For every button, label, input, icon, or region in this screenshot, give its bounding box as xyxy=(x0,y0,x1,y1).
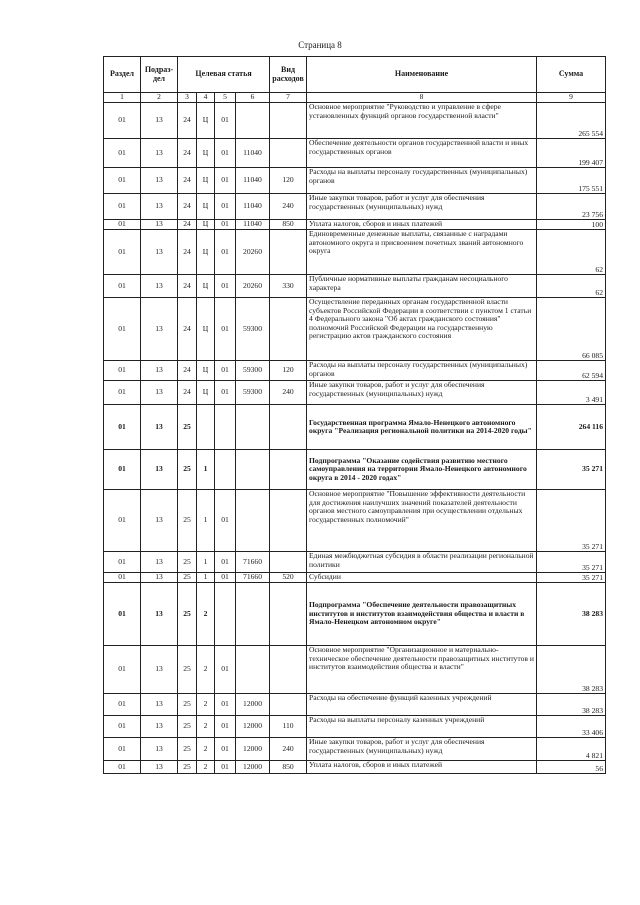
cell-subprogram: 1 xyxy=(197,552,215,573)
cell-event: 01 xyxy=(215,716,236,738)
cell-program: 24 xyxy=(178,298,197,361)
table-body xyxy=(104,103,606,774)
cell-program: 25 xyxy=(178,716,197,738)
cell-vid xyxy=(270,694,307,716)
cell-direction xyxy=(236,490,270,552)
cell-event: 01 xyxy=(215,646,236,694)
cell-subprogram: 2 xyxy=(197,761,215,774)
cell-podrazdel: 13 xyxy=(141,646,178,694)
cell-vid xyxy=(270,298,307,361)
cell-direction: 20260 xyxy=(236,230,270,275)
cell-name: Единовременные денежные выплаты, связанные с наградами автономного округа и присвоением почетных званий автономного округа xyxy=(307,230,537,275)
cell-direction xyxy=(236,103,270,139)
cell-podrazdel: 13 xyxy=(141,220,178,230)
cell-program: 24 xyxy=(178,103,197,139)
cell-podrazdel: 13 xyxy=(141,450,178,490)
cell-event: 01 xyxy=(215,573,236,583)
cell-vid: 120 xyxy=(270,168,307,194)
cell-direction: 71660 xyxy=(236,552,270,573)
cell-subprogram xyxy=(197,405,215,450)
cell-razdel: 01 xyxy=(104,194,141,220)
header-razdel: Раздел xyxy=(104,57,141,93)
cell-name: Иные закупки товаров, работ и услуг для обеспечения государственных (муниципальных) нужд xyxy=(307,381,537,405)
cell-razdel: 01 xyxy=(104,275,141,298)
cell-program: 25 xyxy=(178,646,197,694)
cell-podrazdel: 13 xyxy=(141,139,178,168)
cell-sum: 4 821 xyxy=(537,738,606,761)
cell-name: Подпрограмма "Оказание содействия развитию местного самоуправления на территории Ямало-Ненецкого автономного округа в 2014 - 2020 годах" xyxy=(307,450,537,490)
cell-razdel: 01 xyxy=(104,361,141,381)
table-row xyxy=(104,230,606,275)
cell-podrazdel: 13 xyxy=(141,103,178,139)
cell-vid xyxy=(270,103,307,139)
cell-event: 01 xyxy=(215,168,236,194)
cell-podrazdel: 13 xyxy=(141,361,178,381)
cell-direction: 11040 xyxy=(236,194,270,220)
cell-razdel: 01 xyxy=(104,573,141,583)
cell-podrazdel: 13 xyxy=(141,490,178,552)
cell-event: 01 xyxy=(215,490,236,552)
cell-razdel: 01 xyxy=(104,646,141,694)
cell-direction: 59300 xyxy=(236,298,270,361)
cell-name: Подпрограмма "Обеспечение деятельности правозащитных институтов и институтов взаимодействия общества и власти в Ямало-Ненецком автономном округе" xyxy=(307,583,537,646)
col-num: 9 xyxy=(537,93,606,103)
cell-sum: 35 271 xyxy=(537,573,606,583)
table-row xyxy=(104,583,606,646)
col-num: 2 xyxy=(141,93,178,103)
cell-event: 01 xyxy=(215,230,236,275)
cell-razdel: 01 xyxy=(104,381,141,405)
cell-podrazdel: 13 xyxy=(141,738,178,761)
cell-program: 25 xyxy=(178,583,197,646)
cell-direction: 12000 xyxy=(236,761,270,774)
cell-subprogram: 2 xyxy=(197,716,215,738)
cell-event: 01 xyxy=(215,738,236,761)
cell-razdel: 01 xyxy=(104,450,141,490)
header-podrazdel: Подраз-дел xyxy=(141,57,178,93)
cell-event: 01 xyxy=(215,552,236,573)
cell-razdel: 01 xyxy=(104,139,141,168)
cell-subprogram: 1 xyxy=(197,573,215,583)
cell-razdel: 01 xyxy=(104,168,141,194)
cell-program: 24 xyxy=(178,194,197,220)
cell-vid: 120 xyxy=(270,361,307,381)
cell-program: 24 xyxy=(178,220,197,230)
cell-event xyxy=(215,450,236,490)
cell-podrazdel: 13 xyxy=(141,275,178,298)
cell-name: Расходы на обеспечение функций казенных учреждений xyxy=(307,694,537,716)
cell-razdel: 01 xyxy=(104,103,141,139)
cell-subprogram: 2 xyxy=(197,694,215,716)
cell-subprogram: Ц xyxy=(197,298,215,361)
cell-sum: 100 xyxy=(537,220,606,230)
cell-event: 01 xyxy=(215,361,236,381)
cell-vid xyxy=(270,490,307,552)
col-num: 7 xyxy=(270,93,307,103)
table-row xyxy=(104,573,606,583)
table-row xyxy=(104,738,606,761)
cell-program: 24 xyxy=(178,230,197,275)
cell-sum: 35 271 xyxy=(537,552,606,573)
cell-vid: 330 xyxy=(270,275,307,298)
cell-podrazdel: 13 xyxy=(141,298,178,361)
table-row xyxy=(104,694,606,716)
cell-subprogram: Ц xyxy=(197,361,215,381)
cell-podrazdel: 13 xyxy=(141,194,178,220)
cell-razdel: 01 xyxy=(104,738,141,761)
cell-direction: 12000 xyxy=(236,738,270,761)
cell-name: Расходы на выплаты персоналу государственных (муниципальных) органов xyxy=(307,361,537,381)
table-row xyxy=(104,275,606,298)
cell-razdel: 01 xyxy=(104,220,141,230)
table-row xyxy=(104,361,606,381)
cell-podrazdel: 13 xyxy=(141,168,178,194)
cell-name: Единая межбюджетная субсидия в области реализации региональной политики xyxy=(307,552,537,573)
cell-razdel: 01 xyxy=(104,405,141,450)
cell-vid: 850 xyxy=(270,220,307,230)
cell-event: 01 xyxy=(215,761,236,774)
cell-direction: 11040 xyxy=(236,220,270,230)
cell-event: 01 xyxy=(215,103,236,139)
cell-sum: 35 271 xyxy=(537,450,606,490)
cell-sum: 3 491 xyxy=(537,381,606,405)
cell-sum: 62 594 xyxy=(537,361,606,381)
cell-sum: 23 756 xyxy=(537,194,606,220)
cell-vid xyxy=(270,405,307,450)
cell-event xyxy=(215,405,236,450)
cell-direction xyxy=(236,583,270,646)
cell-name: Публичные нормативные выплаты гражданам несоциального характера xyxy=(307,275,537,298)
cell-podrazdel: 13 xyxy=(141,583,178,646)
cell-event: 01 xyxy=(215,139,236,168)
cell-name: Уплата налогов, сборов и иных платежей xyxy=(307,220,537,230)
cell-sum: 62 xyxy=(537,230,606,275)
cell-event: 01 xyxy=(215,694,236,716)
cell-subprogram: 1 xyxy=(197,490,215,552)
table-row xyxy=(104,220,606,230)
col-num: 1 xyxy=(104,93,141,103)
cell-program: 25 xyxy=(178,450,197,490)
cell-sum: 35 271 xyxy=(537,490,606,552)
cell-direction: 20260 xyxy=(236,275,270,298)
cell-program: 25 xyxy=(178,573,197,583)
cell-vid xyxy=(270,646,307,694)
cell-razdel: 01 xyxy=(104,552,141,573)
cell-program: 24 xyxy=(178,361,197,381)
column-number-row xyxy=(104,93,606,103)
cell-name: Уплата налогов, сборов и иных платежей xyxy=(307,761,537,774)
cell-vid: 240 xyxy=(270,738,307,761)
cell-subprogram: 2 xyxy=(197,738,215,761)
cell-direction: 12000 xyxy=(236,694,270,716)
cell-sum: 38 283 xyxy=(537,694,606,716)
cell-sum: 264 116 xyxy=(537,405,606,450)
table-row xyxy=(104,761,606,774)
table-row xyxy=(104,103,606,139)
cell-subprogram: Ц xyxy=(197,139,215,168)
cell-event: 01 xyxy=(215,194,236,220)
cell-sum: 66 085 xyxy=(537,298,606,361)
cell-program: 25 xyxy=(178,761,197,774)
cell-podrazdel: 13 xyxy=(141,552,178,573)
cell-vid: 110 xyxy=(270,716,307,738)
table-row xyxy=(104,298,606,361)
cell-subprogram: Ц xyxy=(197,194,215,220)
cell-podrazdel: 13 xyxy=(141,694,178,716)
cell-event: 01 xyxy=(215,220,236,230)
cell-subprogram: Ц xyxy=(197,220,215,230)
cell-razdel: 01 xyxy=(104,298,141,361)
cell-vid: 240 xyxy=(270,194,307,220)
cell-sum: 62 xyxy=(537,275,606,298)
cell-name: Государственная программа Ямало-Ненецкого автономного округа "Реализация региональной политики на 2014-2020 годы" xyxy=(307,405,537,450)
cell-sum: 56 xyxy=(537,761,606,774)
cell-sum: 33 406 xyxy=(537,716,606,738)
cell-name: Иные закупки товаров, работ и услуг для обеспечения государственных (муниципальных) нужд xyxy=(307,738,537,761)
cell-name: Основное мероприятие "Повышение эффективности деятельности для достижения наилучших значений показателей деятельности органов местного самоуправления при осуществлении отдельных государственных полномочий" xyxy=(307,490,537,552)
cell-vid xyxy=(270,139,307,168)
cell-razdel: 01 xyxy=(104,583,141,646)
cell-direction: 11040 xyxy=(236,168,270,194)
cell-direction xyxy=(236,646,270,694)
cell-program: 24 xyxy=(178,275,197,298)
cell-vid xyxy=(270,450,307,490)
header-target: Целевая статья xyxy=(178,57,270,93)
cell-direction xyxy=(236,450,270,490)
cell-program: 25 xyxy=(178,738,197,761)
cell-direction: 11040 xyxy=(236,139,270,168)
table-row xyxy=(104,139,606,168)
cell-event: 01 xyxy=(215,298,236,361)
cell-vid xyxy=(270,230,307,275)
cell-sum: 175 551 xyxy=(537,168,606,194)
table-row xyxy=(104,381,606,405)
budget-table xyxy=(103,56,606,774)
cell-event xyxy=(215,583,236,646)
cell-name: Основное мероприятие "Руководство и управление в сфере установленных функций органов государственной власти" xyxy=(307,103,537,139)
cell-program: 25 xyxy=(178,490,197,552)
cell-sum: 38 283 xyxy=(537,646,606,694)
table-row xyxy=(104,168,606,194)
cell-subprogram: 2 xyxy=(197,646,215,694)
cell-subprogram: Ц xyxy=(197,275,215,298)
cell-vid xyxy=(270,583,307,646)
cell-program: 25 xyxy=(178,405,197,450)
cell-name: Обеспечение деятельности органов государственной власти и иных государственных органов xyxy=(307,139,537,168)
table-row xyxy=(104,450,606,490)
cell-direction: 59300 xyxy=(236,361,270,381)
cell-direction: 71660 xyxy=(236,573,270,583)
cell-razdel: 01 xyxy=(104,761,141,774)
cell-name: Расходы на выплаты персоналу казенных учреждений xyxy=(307,716,537,738)
cell-sum: 199 407 xyxy=(537,139,606,168)
cell-name: Осуществление переданных органам государственной власти субъектов Российской Федерации в соответствии с пунктом 1 статьи 4 Федерального закона "Об актах гражданского состояния" полномочий Российской Федерации на государственную регистрацию актов гражданского состояния xyxy=(307,298,537,361)
cell-razdel: 01 xyxy=(104,490,141,552)
cell-direction: 59300 xyxy=(236,381,270,405)
cell-program: 24 xyxy=(178,381,197,405)
cell-podrazdel: 13 xyxy=(141,230,178,275)
cell-name: Основное мероприятие "Организационное и материально-техническое обеспечение деятельности правозащитных институтов и институтов взаимодействия общества и власти" xyxy=(307,646,537,694)
cell-subprogram: Ц xyxy=(197,230,215,275)
table-row xyxy=(104,405,606,450)
header-name: Наименование xyxy=(307,57,537,93)
col-num: 8 xyxy=(307,93,537,103)
cell-program: 24 xyxy=(178,168,197,194)
cell-podrazdel: 13 xyxy=(141,573,178,583)
cell-name: Иные закупки товаров, работ и услуг для обеспечения государственных (муниципальных) нужд xyxy=(307,194,537,220)
cell-subprogram: 2 xyxy=(197,583,215,646)
col-num: 4 xyxy=(197,93,215,103)
cell-vid xyxy=(270,552,307,573)
cell-program: 25 xyxy=(178,552,197,573)
cell-subprogram: Ц xyxy=(197,168,215,194)
cell-direction xyxy=(236,405,270,450)
cell-podrazdel: 13 xyxy=(141,761,178,774)
cell-event: 01 xyxy=(215,275,236,298)
cell-razdel: 01 xyxy=(104,716,141,738)
cell-vid: 240 xyxy=(270,381,307,405)
table-row xyxy=(104,490,606,552)
cell-vid: 520 xyxy=(270,573,307,583)
cell-subprogram: Ц xyxy=(197,381,215,405)
cell-subprogram: Ц xyxy=(197,103,215,139)
cell-podrazdel: 13 xyxy=(141,405,178,450)
header-row xyxy=(104,57,606,93)
cell-direction: 12000 xyxy=(236,716,270,738)
col-num: 5 xyxy=(215,93,236,103)
cell-subprogram: 1 xyxy=(197,450,215,490)
cell-name: Расходы на выплаты персоналу государственных (муниципальных) органов xyxy=(307,168,537,194)
col-num: 6 xyxy=(236,93,270,103)
page-number: Страница 8 xyxy=(298,40,342,50)
cell-program: 25 xyxy=(178,694,197,716)
table-row xyxy=(104,552,606,573)
header-sum: Сумма xyxy=(537,57,606,93)
table-row xyxy=(104,646,606,694)
table-row xyxy=(104,716,606,738)
cell-podrazdel: 13 xyxy=(141,381,178,405)
cell-sum: 38 283 xyxy=(537,583,606,646)
cell-event: 01 xyxy=(215,381,236,405)
cell-podrazdel: 13 xyxy=(141,716,178,738)
cell-vid: 850 xyxy=(270,761,307,774)
col-num: 3 xyxy=(178,93,197,103)
cell-sum: 265 554 xyxy=(537,103,606,139)
header-vid: Вид расходов xyxy=(270,57,307,93)
cell-razdel: 01 xyxy=(104,694,141,716)
table-row xyxy=(104,194,606,220)
cell-razdel: 01 xyxy=(104,230,141,275)
cell-program: 24 xyxy=(178,139,197,168)
cell-name: Субсидии xyxy=(307,573,537,583)
